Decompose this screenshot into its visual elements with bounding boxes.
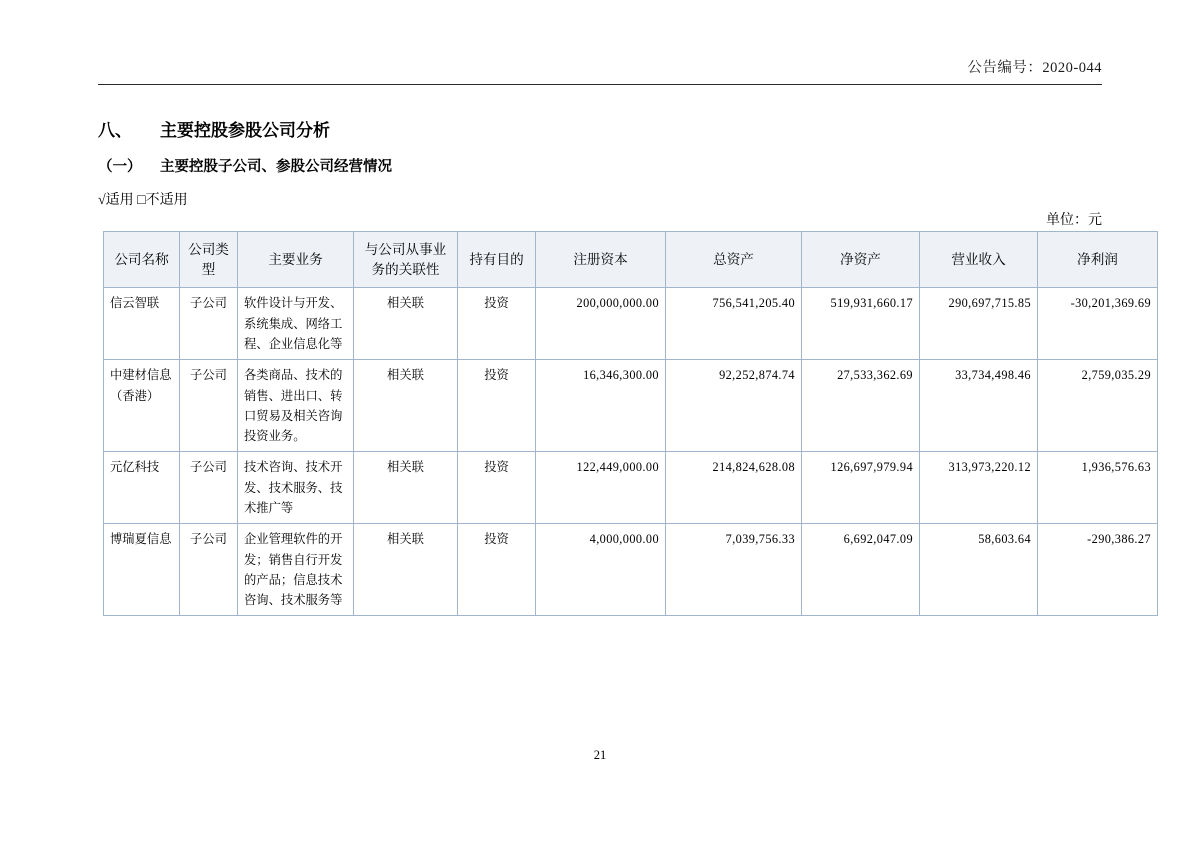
announcement-number: 公告编号：2020-044: [967, 60, 1102, 76]
col-purpose: 持有目的: [458, 232, 536, 288]
subsidiary-table: [103, 231, 1158, 616]
col-company-name: 公司名称: [104, 232, 180, 288]
cell-net-assets: 6,692,047.09: [802, 524, 920, 616]
col-relation: 与公司从事业务的关联性: [354, 232, 458, 288]
cell-purpose: 投资: [458, 452, 536, 524]
section-title: 主要控股参股公司分析: [160, 121, 330, 140]
cell-company-name: 博瑞夏信息: [104, 524, 180, 616]
table-row: [104, 360, 1158, 452]
col-registered-capital: 注册资本: [536, 232, 666, 288]
cell-net-assets: 519,931,660.17: [802, 288, 920, 360]
section-number: 八、: [98, 121, 132, 140]
cell-relation: 相关联: [354, 524, 458, 616]
cell-total-assets: 7,039,756.33: [666, 524, 802, 616]
cell-net-profit: -290,386.27: [1038, 524, 1158, 616]
cell-total-assets: 756,541,205.40: [666, 288, 802, 360]
cell-net-profit: 2,759,035.29: [1038, 360, 1158, 452]
cell-purpose: 投资: [458, 524, 536, 616]
table-row: [104, 524, 1158, 616]
cell-purpose: 投资: [458, 360, 536, 452]
cell-relation: 相关联: [354, 360, 458, 452]
col-net-profit: 净利润: [1038, 232, 1158, 288]
col-main-business: 主要业务: [238, 232, 354, 288]
cell-company-type: 子公司: [180, 452, 238, 524]
cell-company-name: 中建材信息（香港）: [104, 360, 180, 452]
table-header-row: [104, 232, 1158, 288]
cell-main-business: 各类商品、技术的销售、进出口、转口贸易及相关咨询投资业务。: [238, 360, 354, 452]
cell-main-business: 技术咨询、技术开发、技术服务、技术推广等: [238, 452, 354, 524]
col-net-assets: 净资产: [802, 232, 920, 288]
cell-main-business: 企业管理软件的开发；销售自行开发的产品；信息技术咨询、技术服务等: [238, 524, 354, 616]
subsection-title: 主要控股子公司、参股公司经营情况: [160, 159, 392, 175]
col-company-type: 公司类型: [180, 232, 238, 288]
cell-registered-capital: 4,000,000.00: [536, 524, 666, 616]
page-number: 21: [593, 748, 607, 762]
col-total-assets: 总资产: [666, 232, 802, 288]
cell-relation: 相关联: [354, 452, 458, 524]
cell-revenue: 290,697,715.85: [920, 288, 1038, 360]
cell-net-assets: 27,533,362.69: [802, 360, 920, 452]
cell-registered-capital: 122,449,000.00: [536, 452, 666, 524]
cell-company-type: 子公司: [180, 360, 238, 452]
cell-company-type: 子公司: [180, 288, 238, 360]
cell-company-name: 元亿科技: [104, 452, 180, 524]
unit-label: 单位：元: [1046, 213, 1102, 228]
subsection-heading: [98, 155, 392, 176]
cell-revenue: 58,603.64: [920, 524, 1038, 616]
cell-net-profit: 1,936,576.63: [1038, 452, 1158, 524]
cell-revenue: 313,973,220.12: [920, 452, 1038, 524]
cell-revenue: 33,734,498.46: [920, 360, 1038, 452]
cell-company-name: 信云智联: [104, 288, 180, 360]
cell-relation: 相关联: [354, 288, 458, 360]
header-divider: [98, 84, 1102, 85]
cell-main-business: 软件设计与开发、系统集成、网络工程、企业信息化等: [238, 288, 354, 360]
table-row: [104, 452, 1158, 524]
cell-net-profit: -30,201,369.69: [1038, 288, 1158, 360]
table-row: [104, 288, 1158, 360]
cell-company-type: 子公司: [180, 524, 238, 616]
col-revenue: 营业收入: [920, 232, 1038, 288]
cell-net-assets: 126,697,979.94: [802, 452, 920, 524]
cell-purpose: 投资: [458, 288, 536, 360]
section-heading: [98, 116, 330, 141]
applicable-checkbox-line: √适用 □不适用: [98, 193, 188, 208]
cell-total-assets: 92,252,874.74: [666, 360, 802, 452]
subsection-number: （一）: [98, 159, 142, 175]
cell-registered-capital: 200,000,000.00: [536, 288, 666, 360]
cell-total-assets: 214,824,628.08: [666, 452, 802, 524]
cell-registered-capital: 16,346,300.00: [536, 360, 666, 452]
